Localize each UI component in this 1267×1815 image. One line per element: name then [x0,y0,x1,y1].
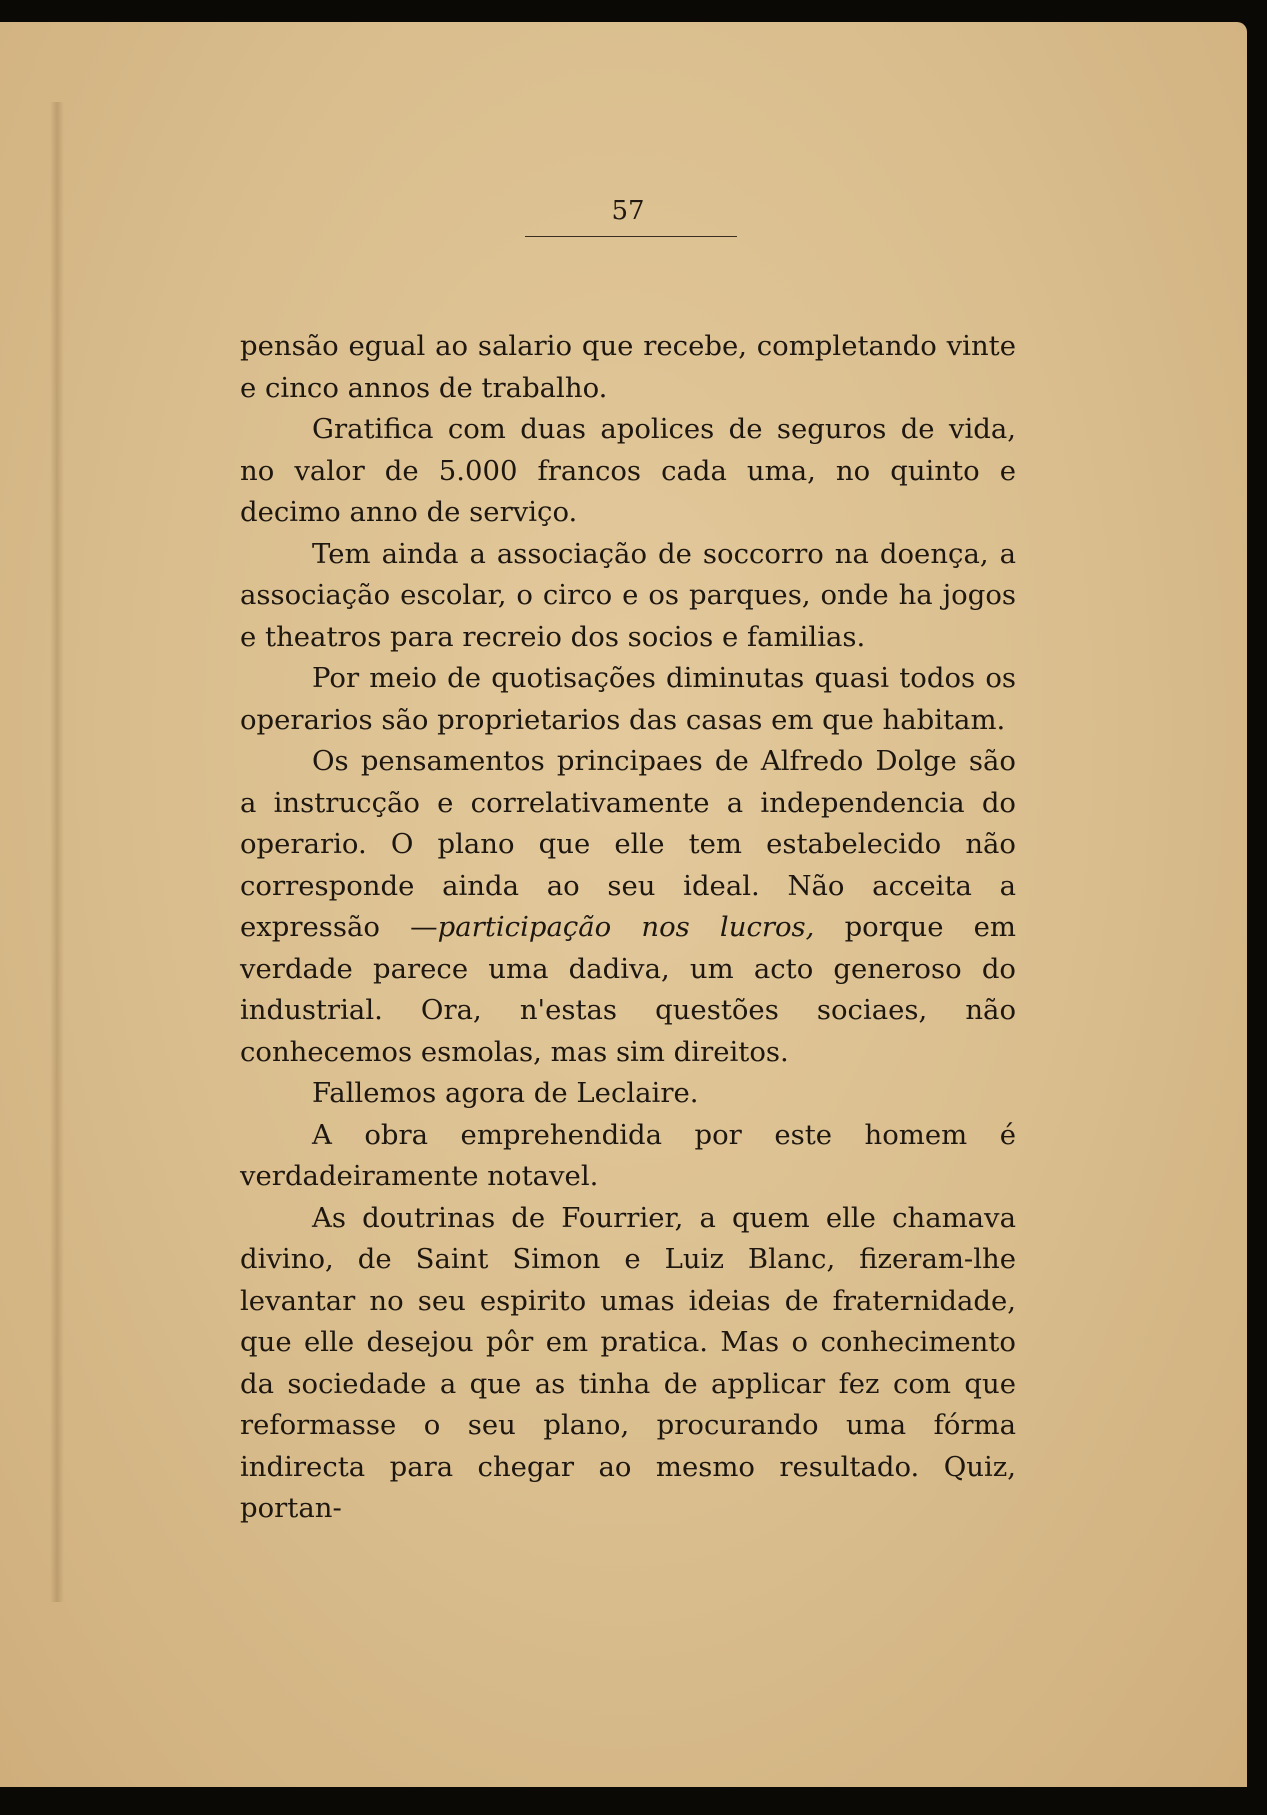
paragraph-3: Tem ainda a associação de soccorro na doença, a associação escolar, o circo e os parques, onde ha jogos e theatros para recreio dos socios e familias. [240,537,1016,653]
book-page [0,22,1247,1787]
paragraph-6: Fallemos agora de Leclaire. [312,1077,699,1109]
paragraph-5-italic: participação nos lucros, [437,911,815,943]
paragraph-5 [240,741,1016,1073]
page-number: 57 [611,196,645,226]
paragraph-5-end: porque em verdade parece uma dadiva, um acto generoso do industrial. Ora, n'estas questões sociaes, não conhecemos esmolas, mas sim direitos. [240,911,1016,1068]
body-text [240,326,1016,1530]
paragraph-2: Gratifica com duas apolices de seguros de vida, no valor de 5.000 francos cada uma, no quinto e decimo anno de serviço. [240,413,1016,528]
paragraph-1: pensão egual ao salario que recebe, completando vinte e cinco annos de trabalho. [240,330,1016,404]
paragraph-7: A obra emprehendida por este homem é verdadeiramente notavel. [240,1118,1016,1192]
page-number-rule [525,236,737,237]
paragraph-8: As doutrinas de Fourrier, a quem elle chamava divino, de Saint Simon e Luiz Blanc, fizeram-lhe levantar no seu espirito umas ideias de fraternidade, que elle desejou pôr em pratica. Mas o conhecimento da sociedade a que as tinha de applicar fez com que reformasse o seu plano, procurando uma fórma indirecta para chegar ao mesmo resultado. Quiz, portan- [240,1201,1016,1524]
page-fold-shadow [50,102,64,1602]
paragraph-4: Por meio de quotisações diminutas quasi todos os operarios são proprietarios das casas em que habitam. [240,662,1016,736]
paragraph-5-start: Os pensamentos principaes de Alfredo Dolge são a instrucção e correlativamente a independencia do operario. O plano que elle tem estabelecido não corresponde ainda ao seu ideal. Não acceita a expressão — [240,745,1016,943]
